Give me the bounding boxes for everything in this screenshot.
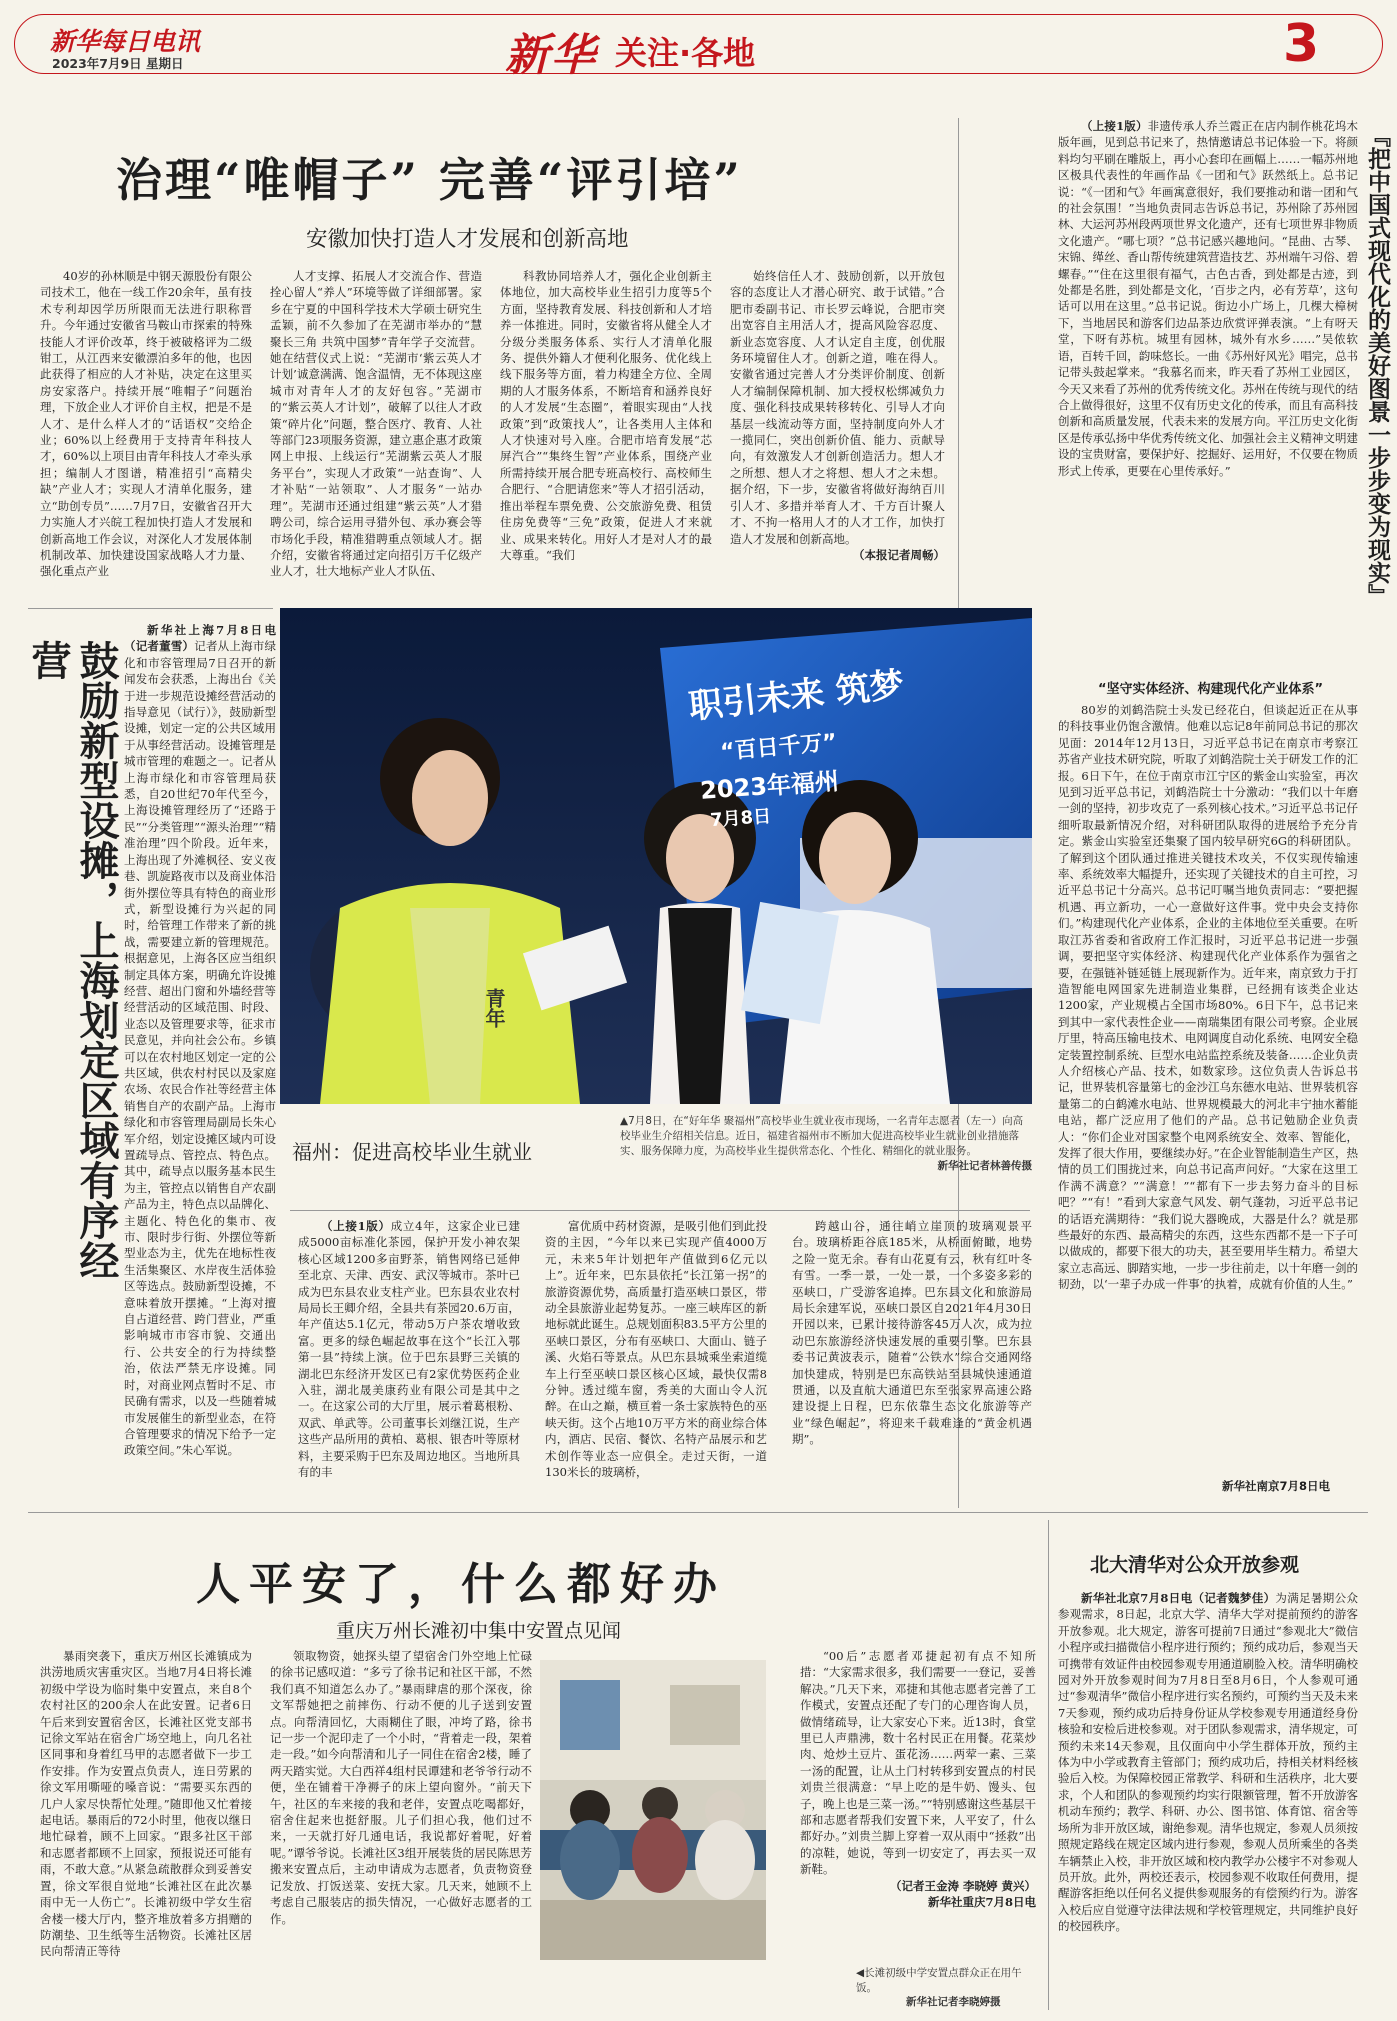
article3-col1-text: 成立4年，这家企业已建成5000亩标准化茶园，保护开发小神农架核心区域1200多亩野茶，销售网络已延伸至北京、天津、西安、武汉等城市。茶叶已成为巴东县农业支柱产业。巴东县农业农村局局长王卿介绍，全县共有茶园20.6万亩，年产值达5.1亿元，带动5万户茶农增收致富。更多的绿色崛起故事在这个“长江入鄂第一县”持续上演。位于巴东县野三关镇的湖北巴东经济开发区已有2家优势医药企业入驻，湖北晟美康药业有限公司是其中之一。在这家公司的大厅里，展示着葛根粉、双武、单武等。公司董事长刘继江说，生产这些产品所用的黄柏、葛根、银杏叶等原材料，主要采购于巴东及周边地区。当地所具有的丰 xyxy=(298,1219,520,1480)
main-photo xyxy=(280,608,1032,1104)
article4-col3: “00后”志愿者邓捷起初有点不知所措：“大家需求很多，我们需要一一登记，妥善解决。”几天下来，邓捷和其他志愿者完善了工作模式，安置点还配了专门的心理咨询人员，做情绪疏导，让大家安心下来。近13时，食堂里已人声鼎沸，数十名村民正在用餐。花菜炒肉、炝炒土豆片、蛋花汤……两荤一素、三菜一汤的配置，让从土门村转移到安置点的村民刘贵兰很满意：“早上吃的是牛奶、馒头、包子，晚上也是三菜一汤。”“特别感谢这些基层干部和志愿者帮我们安置下来，人平安了，什么都好办。”刘贵兰脚上穿着一双从雨中“拯救”出的凉鞋，她说，等到一切安定了，再去买一双新鞋。 （记者王金涛 李晓婷 黄兴） 新华社重庆7月8日电 xyxy=(800,1649,1036,1910)
article4-col2: 领取物资，她探头望了望宿舍门外空地上忙碌的徐书记感叹道：“多亏了徐书记和社区干部，不然我们真不知道怎么办了。”暴雨肆虐的那个深夜，徐文军帮她把之前摔伤、行动不便的儿子送到安置点。向帮清回忆，大雨糊住了眼，冲垮了路，徐书记一步一个泥印走了一个小时，“背着走一段，架着走一段。”如今向帮清和儿子一同住在宿舍2楼，睡了两天踏实觉。大白西祥4组村民谭建和老爷爷行动不便，坐在铺着干净褥子的床上望向窗外。“前天下午，社区的车来接的我和老伴，安置点吃喝都好，宿舍住起来也挺舒服。儿子们担心我，他们过不来，一天就打好几通电话，我说都好着呢，好着呢。”谭爷爷说。长滩社区3组开展装货的居民陈思芳搬来安置点后，主动申请成为志愿者，负责物资登记发放、打饭送菜、安抚大家。几天来，她顾不上考虑自己服装店的损失情况，一心做好志愿者的工作。 xyxy=(270,1649,532,1926)
section-title: 关注·各地 xyxy=(615,34,756,72)
page-number: 3 xyxy=(1283,14,1320,74)
article2-dateline: 新华社上海7月8日电 xyxy=(147,623,276,637)
photo-caption: ▲7月8日，在“好年华 聚福州”高校毕业生就业夜市现场，一名青年志愿者（左一）向高校毕业生介绍相关信息。近日，福建省福州市不断加大促进高校毕业生就业创业措施落实、服务保障力度，为高校毕业生提供常态化、个性化、精细化的就业服务。 新华社记者林善传摄 xyxy=(620,1115,1032,1172)
article1-col2: 人才支撑、拓展人才交流合作、营造拴心留人“养人”环境等做了详细部署。家乡在宁夏的中国科学技术大学硕士研究生孟颖，前不久参加了在芜湖市举办的“慧聚长三角 共筑中国梦”青年学子交流营。她在结营仪式上说：“芜湖市‘紫云英人才计划’诚意满满、饱含温情，无不体现这座城市对青年人才的友好包容。”芜湖市的“紫云英人才计划”，破解了以往人才政策“碎片化”问题，整合医疗、教育、人社等部门23项服务资源，建立惠企惠才政策网上申报、上线运行“芜湖紫云英人才服务平台”，实现人才政策“一站查询”、人才补贴“一站领取”、人才服务“一站办理”。芜湖市还通过组建“紫云英”人才猎聘公司，综合运用寻猎外包、承办赛会等市场化手段，精准猎聘重点领域人才。据介绍，安徽省将通过定向招引万千亿级产业人才，壮大地标产业人才队伍、 xyxy=(270,269,482,579)
brand-logo: 新华 xyxy=(505,30,597,81)
shelter-photo-caption: ◀长滩初级中学安置点群众正在用午饭。 xyxy=(856,1967,1022,1994)
article5-headline: 北大清华对公众开放参观 xyxy=(1090,1554,1300,1576)
article4-byline: （记者王金涛 李晓婷 黄兴） xyxy=(889,1878,1036,1893)
vest-text: 青年 xyxy=(482,988,506,1028)
sidebar-mid-dateline: 新华社南京7月8日电 xyxy=(1222,1479,1331,1493)
article4-col1: 暴雨突袭下，重庆万州区长滩镇成为洪涝地质灾害重灾区。当地7月4日将长滩初级中学设为临时集中安置点，来自8个农村社区的200余人在此安置。记者6日午后来到安置宿舍区，长滩社区党支部书记徐文军站在宿舍广场空地上，向几名社区同事和身着红马甲的志愿者做下一步工作安排。作为安置点负责人，连日劳累的徐文军用嘶哑的嗓音说：“需要买东西的几户人家尽快帮忙处理。”随即他又忙着接起电话。暴雨后的72小时里，他夜以继日地忙碌着，顾不上回家。“跟多社区干部和志愿者都顾不上回家，预报说还可能有雨，不敢大意。”从紧急疏散群众到妥善安置，徐文军很自觉地“长滩社区在此次暴雨中无一人伤亡”。长滩初级中学女生宿舍楼一楼大厅内，整齐堆放着多方捐赠的防潮垫、卫生纸等生活物资。长滩社区居民向帮清正等待 xyxy=(40,1649,252,1959)
banner-text-4: 7月8日 xyxy=(709,805,772,832)
article5-dateline: 新华社北京7月8日电 xyxy=(1081,1591,1193,1605)
article1-col4: 始终信任人才、鼓励创新，以开放包容的态度让人才潜心研究、敢于试错。”合肥市委副书记、市长罗云峰说，合肥市突出宽容自主用活人才，提高风险容忍度、新业态宽容度、人才认定自主度，创优服务环境留住人才。创新之道，唯在得人。安徽省通过完善人才分类评价制度、创新人才编制保障机制、加大授权松绑减负力度、强化科技成果转移转化、引导人才向基层一线流动等方面，坚持制度向外人才一揽同仁，突出创新价值、能力、贡献导向，有效激发人才创新创造活力。想人才之所想、想人才之将想、想人才之未想。据介绍，下一步，安徽省将做好海纳百川引人才、多措并举育人才、千方百计聚人才、不拘一格用人才的人才工作，加快打造人才发展和创新高地。 （本报记者周畅） xyxy=(730,269,945,562)
divider xyxy=(1048,1520,1049,2010)
article5-text: 为满足暑期公众参观需求，8日起，北京大学、清华大学对提前预约的游客开放参观。北大规定，游客可提前7日通过“参观北大”微信小程序或扫描微信小程序进行预约；预约成功后，参观当天可携带有效证件由校园参观专用通道刷脸入校。清华明确校园对外开放参观时间为7月8日至8月6日，个人参观可通过“参观清华”微信小程序进行实名预约，可预约当天及未来7天参观，预约成功后持身份证从学校参观专用通道经身份核验和安检后进校参观。对于团队参观需求，清华规定，可预约未来14天参观，且仅面向中小学生群体开放，预约主体为中小学或教育主管部门；预约成功后，持相关材料经核验后入校。为保障校园正常教学、科研和生活秩序，北大要求，个人和团队的参观预约均实行限额管理，暂不开放游客机动车预约；教学、科研、办公、图书馆、体育馆、宿舍等场所为非开放区域，谢绝参观。清华也规定，参观人员须按照规定路线在规定区域内进行参观，参观人员所乘坐的各类车辆禁止入校，非开放区域和校内教学办公楼宇不对参观人员开放。此外，两校还表示，校园参观不收取任何费用，提醒游客拒绝以任何名义提供参观服务的有偿预约行为。游客入校后应自觉遵守法律法规和学校管理规定，共同维护良好的校园秩序。 xyxy=(1058,1591,1358,1934)
photo-credit: 新华社记者林善传摄 xyxy=(937,1160,1032,1172)
article3-col3: 跨越山谷，通往峭立崖顶的玻璃观景平台。玻璃桥距谷底185米，从桥面俯瞰，地势之险一览无余。春有山花夏有云，秋有红叶冬有雪。一季一景，一处一景，一个多姿多彩的巫峡口，广受游客追捧。巴东县文化和旅游局局长余建军说，巫峡口景区自2021年4月30日开园以来，已累计接待游客45万人次，成为拉动巴东旅游经济快速发展的重要引擎。巴东县委书记黄波表示，随着“公铁水”综合交通网络加快建成，特别是巴东高铁站至县城快速通道贯通，以及直航大通道巴东至张家界高速公路建设提上日程，巴东依靠生态文化旅游等产业“绿色崛起”，将迎来千载难逢的“黄金机遇期”。 xyxy=(792,1219,1032,1447)
article5-reporter: （记者魏梦佳） xyxy=(1192,1591,1276,1605)
divider xyxy=(28,1512,1368,1513)
issue-date: 2023年7月9日 星期日 xyxy=(52,56,184,71)
article1-headline: 治理“唯帽子” 完善“评引培” xyxy=(116,153,743,207)
article4-headline: 人平安了，什么都好办 xyxy=(196,1559,726,1610)
article2-body xyxy=(124,622,276,1492)
sidebar-vertical-headline: 『把中国式现代化的美好图景一步步变为现实』 xyxy=(1364,124,1390,607)
article3-col1 xyxy=(298,1218,520,1508)
photo-title: 福州：促进高校毕业生就业 xyxy=(292,1140,532,1164)
sidebar-mid-text: 80岁的刘鹤浩院士头发已经花白，但谈起近正在从事的科技事业仍饱含激情。他难以忘记8年前同总书记的那次见面：2014年12月13日，习近平总书记在南京市考察江苏省产业技术研究院，听取了刘鹤浩院士关于研发工作的汇报。6日下午，在位于南京市江宁区的紫金山实验室，再次见到习近平总书记，刘鹤浩院士十分激动：“我们以十年磨一剑的坚持，初步攻克了一系列核心技术。”习近平总书记仔细听取最新情况介绍，对科研团队取得的进展给予充分肯定。紫金山实验室还集聚了国内较早研究6G的科研团队。了解到这个团队通过推进关键技术攻关，不仅实现传输速率、系统效率大幅提升，还实现了关键技术的自主可控，习近平总书记十分高兴。总书记叮嘱当地负责同志：“要把握机遇、再立新功，一心一意做好这件事。党中央会支持你们。”构建现代化产业体系，企业的主体地位至关重要。在听取江苏省委和省政府工作汇报时，习近平总书记进一步强调，要把坚守实体经济、构建现代化产业体系作为强省之要，在强链补链延链上展现新作为。近年来，南京致力于打造智能电网国家先进制造业集群，已经拥有该类企业达1200家，产业规模占全国市场80%。6日下午，总书记来到其中一家代表性企业——南瑞集团有限公司考察。企业展厅里，特高压输电技术、电网调度自动化系统、电网安全稳定装置控制系统、巨型水电站监控系统及装备……企业负责人介绍核心产品、技术，如数家珍。这位负责人告诉总书记，世界装机容量第七的金沙江乌东德水电站、世界装机容量第二的白鹤滩水电站、世界规模最大的河北丰宁抽水蓄能电站，都广泛应用了他们的产品。总书记勉励企业负责人：“你们企业对国家整个电网系统安全、效率、智能化，发挥了很大作用，要继续办好。”在企业智能制造生产区，热情的员工们围拢过来，向总书记高声问好。“大家在这里工作满不满意？”“满意！”“都有下一步去努力奋斗的目标吧？”“有！”看到大家意气风发、朝气蓬勃，习近平总书记的话语充满期待：“我们说大器晚成，大器是什么？就是那些最好的东西、最高精尖的东西，这些东西都不是一下子可以做成的，都要下很大的功夫，甚至要用毕生精力。希望大家立志高远、脚踏实地，一步一步往前走，以十年磨一剑的韧劲，以‘一辈子办成一件事’的执着，成就有价值的人生。” xyxy=(1058,703,1358,1292)
article4-subheadline: 重庆万州长滩初中集中安置点见闻 xyxy=(336,1620,622,1642)
article2-text: 记者从上海市绿化和市容管理局7日召开的新闻发布会获悉，上海出台《关于进一步规范设摊经营活动的指导意见（试行）》，鼓励新型设摊，划定一定的公共区域用于从事经营活动。设摊管理是城市管理的难题之一。记者从上海市绿化和市容管理局获悉，自20世纪70年代至今，上海设摊管理经历了“还路于民”“分类管理”“源头治理”“精准治理”四个阶段。近年来，上海出现了外滩枫径、安义夜巷、凯旋路夜市以及商业体沿街外摆位等具有特色的商业形式，新型设摊行为兴起的同时，给管理工作带来了新的挑战，需要建立新的管理规范。根据意见，上海各区应当组织制定具体方案，明确允许设摊经营、超出门窗和外墙经营等经营活动的区域范围、时段、业态以及管理要求等，征求市民意见，并向社会公布。乡镇可以在农村地区划定一定的公共区域，供农村村民以及家庭农场、农民合作社等经营主体销售自产的农副产品。上海市绿化和市容管理局副局长朱心军介绍，划定设摊区域内可设置疏导点、管控点、特色点。其中，疏导点以服务基本民生为主，管控点以销售自产农副产品为主，特色点以品牌化、主题化、特色化的集市、夜市、限时步行街、外摆位等新型业态为主，优先在地标性夜生活集聚区、水岸夜生活体验区等选点。鼓励新型设摊，不意味着放开摆摊。“上海对擅自占道经营、跨门营业，严重影响城市市容市貌、交通出行、公共安全的行为持续整治，依法严禁无序设摊。同时，对商业网点暂时不足、市民确有需求，以及一些随着城市发展催生的新型业态，在符合管理要求的情况下给予一定政策空间。”朱心军说。 xyxy=(124,639,276,1458)
article1-col3: 科教协同培养人才，强化企业创新主体地位，加大高校毕业生招引力度等5个方面，坚持教育发展、科技创新和人才培养一体推进。同时，安徽省将从健全人才分级分类服务体系、实行人才清单化服务、提供外籍人才便利化服务、优化线上线下服务等方面，着力构建全方位、全周期的人才服务体系，不断培育和涵养良好的人才发展“生态圈”，着眼实现由“人找政策”到“政策找人”，让各类用人主体和人才快速对号入座。合肥市培育发展“芯屏汽合”“集终生智”产业体系，围绕产业所需持续开展合肥专班高校行、高校师生合肥行、“合肥请您来”等人才招引活动，推出举程车票免费、公交旅游免费、租赁住房免费等“三免”政策，促进人才来就业、成果来转化。用好人才是对人才的最大尊重。“我们 xyxy=(500,269,712,562)
article1-subheadline: 安徽加快打造人才发展和创新高地 xyxy=(306,227,629,252)
article1-col1: 40岁的孙林顺是中钢天源股份有限公司技术工，他在一线工作20余年，虽有技术专利却因学历所限而无法进行职称晋升。今年通过安徽省马鞍山市探索的特殊技能人才评价改革，终于被破格评为二级钳工，从江西来安徽漂泊多年的他，也因此获得了相应的人才补贴，决定在这里买房安家落户。持续开展“唯帽子”问题治理，下放企业人才评价自主权，把是不是人才、是什么样人才的“话语权”交给企业；60%以上经费用于支持青年科技人才，60%以上项目由青年科技人才牵头承担；编制人才图谱，精准招引“高精尖缺”产业人才；实现人才清单化服务，建立“助创专员”……7月7日，安徽省召开大力实施人才兴皖工程加快打造人才发展和创新高地工作会议，对深化人才发展体制机制改革、加快建设国家战略人才力量、强化重点产业 xyxy=(40,269,252,579)
job-fair-photo-illustration xyxy=(280,608,1032,1104)
banner-text-1: 职引未来 筑梦 xyxy=(686,664,906,728)
sidebar-top-body: 非遗传承人乔兰霞正在店内制作桃花坞木版年画，见到总书记来了，热情邀请总书记体验一下。将颜料均匀平刷在雕版上，再小心套印在画幅上……一幅苏州地区极具代表性的年画作品《一团和气》跃然纸上。总书记说：“《一团和气》年画寓意很好，我们要推动和谐一团和气的社会氛围！”当地负责同志告诉总书记，苏州除了苏州园林、大运河苏州段两项世界文化遗产，还有七项世界非物质文化遗产。“哪七项？”总书记感兴趣地问。“昆曲、古琴、宋锦、缂丝、香山帮传统建筑营造技艺、苏州端午习俗、碧螺春。”“住在这里很有福气，古色古香，到处都是古迹，到处都是名胜，到处都是文化，‘百步之内，必有芳草’，这句话可以用在这里。”总书记说。街边小广场上，几棵大樟树下，当地居民和游客们边品茶边欣赏评弹表演。“上有呀天堂，下呀有苏杭。城里有园林，城外有水乡……”吴侬软语，百转千回，韵味悠长。一曲《苏州好风光》唱完，总书记带头鼓起掌来。“我慕名而来，昨天看了苏州工业园区，今天又来看了苏州的优秀传统文化。苏州在传统与现代的结合上做得很好，这里不仅有历史文化的传承，而且有高科技创新和高质量发展，代表未来的发展方向。平江历史文化街区是传承弘扬中华优秀传统文化、加强社会主义精神文明建设的宝贵财富，要保护好、挖掘好、运用好，不仅要在物质形式上传承，更要在心里传承好。” xyxy=(1058,119,1358,478)
article4-dateline: 新华社重庆7月8日电 xyxy=(927,1895,1036,1910)
canteen-photo-illustration xyxy=(540,1660,766,1960)
paper-name: 新华每日电讯 xyxy=(50,27,201,56)
divider xyxy=(28,608,273,609)
shelter-photo-credit: 新华社记者李晓婷摄 xyxy=(906,1996,1001,2008)
article1-byline: （本报记者周畅） xyxy=(853,547,945,562)
sidebar-mid-heading: “坚守实体经济、构建现代化产业体系” xyxy=(1098,682,1324,697)
banner-text-3: 2023年福州 xyxy=(699,767,840,805)
article2-vertical-headline: 鼓励新型设摊，上海划定区域有序经营 xyxy=(25,640,120,1280)
shelter-photo xyxy=(540,1660,766,1960)
banner-text-2: “百日千万” xyxy=(719,729,838,766)
divider xyxy=(290,1210,1030,1211)
article2-reporter: （记者董雪） xyxy=(124,639,195,654)
article5-body xyxy=(1058,1590,1358,2010)
sidebar-top-text xyxy=(1058,118,1358,666)
article3-lead: （上接1版） xyxy=(321,1219,391,1233)
sidebar-top-lead: （上接1版） xyxy=(1081,119,1148,133)
article3-col2: 富优质中药材资源，是吸引他们到此投资的主因，“今年以来已实现产值4000万元，未来5年计划把年产值做到6亿元以上”。近年来，巴东县依托“长江第一拐”的旅游资源优势，高质量打造巫峡口景区，带动全县旅游业起势复苏。一座三峡库区的新地标就此诞生。总规划面积83.5平方公里的巫峡口景区，分布有巫峡口、大面山、链子溪、火焰石等景点。从巴东县城乘坐索道缆车上行至巫峡口景区核心区域，最快仅需8分钟。透过缆车窗，秀美的大面山令人沉醉。在山之巅，横亘着一条士家族特色的巫峡天街。这个占地10万平方米的商业综合体内，酒店、民宿、餐饮、名特产品展示和艺术创作等业态一应俱全。走过天街，一道130米长的玻璃桥， xyxy=(545,1219,767,1480)
